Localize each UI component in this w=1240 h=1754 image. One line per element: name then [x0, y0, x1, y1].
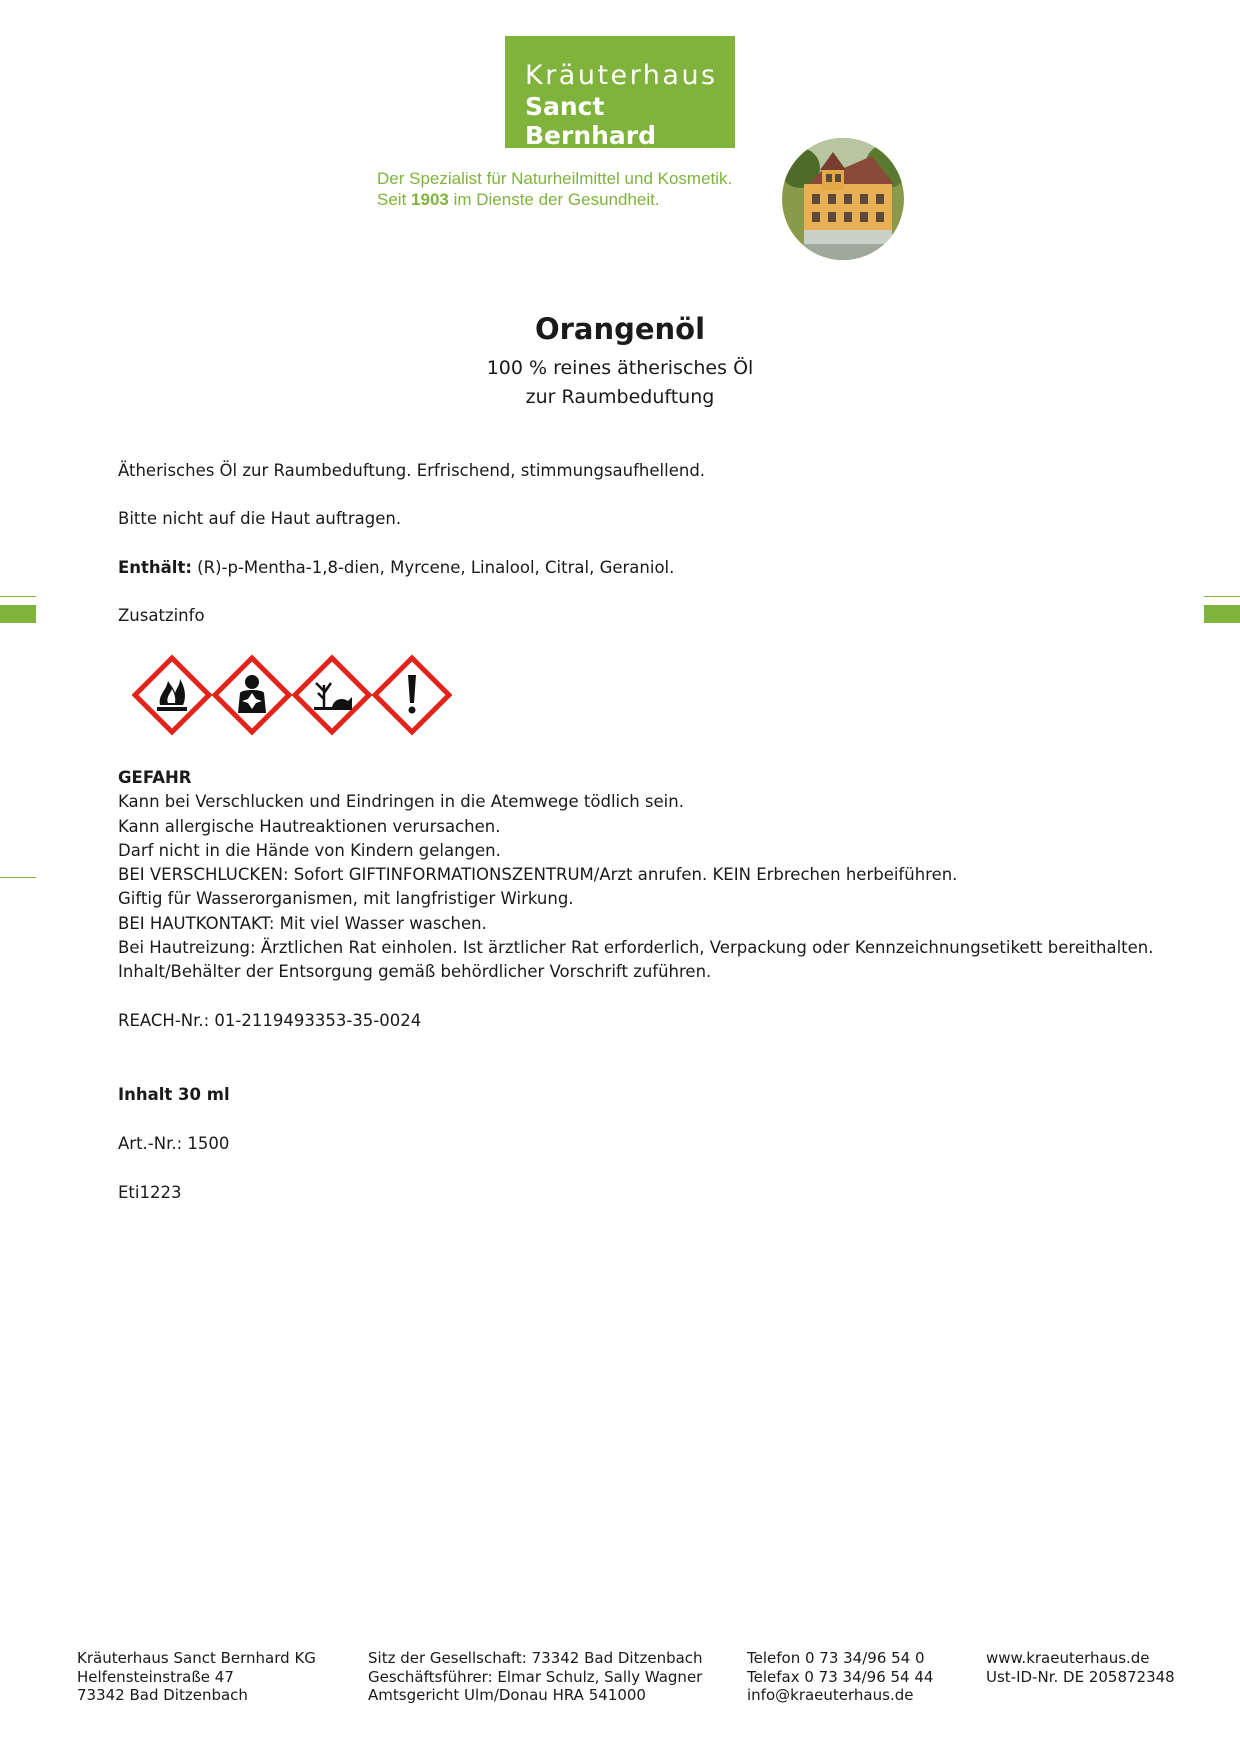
exclamation-icon	[375, 658, 449, 732]
fold-mark-left	[0, 605, 36, 623]
footer-legal	[368, 1649, 703, 1705]
building-photo	[782, 138, 904, 260]
subtitle-line-1: 100 % reines ätherisches Öl	[486, 357, 754, 379]
footer-fax: Telefax 0 73 34/96 54 44	[747, 1667, 934, 1686]
ghs-pictograms	[132, 654, 452, 736]
hazard-line: Giftig für Wasserorganismen, mit langfristiger Wirkung.	[118, 889, 574, 909]
health-hazard-icon	[215, 658, 289, 732]
description: Ätherisches Öl zur Raumbeduftung. Erfrischend, stimmungsaufhellend.	[118, 461, 706, 480]
company-logo	[505, 36, 735, 148]
product-title: Orangenöl	[534, 312, 706, 346]
footer-city: 73342 Bad Ditzenbach	[77, 1686, 248, 1704]
hazard-line: BEI VERSCHLUCKEN: Sofort GIFTINFORMATIONSZENTRUM/Arzt anrufen. KEIN Erbrechen herbeiführen.	[118, 865, 958, 885]
fold-mark-line-left-2	[0, 877, 36, 878]
footer-email[interactable]: info@kraeuterhaus.de	[747, 1686, 914, 1704]
footer-seat: Sitz der Gesellschaft: 73342 Bad Ditzenbach	[368, 1649, 703, 1667]
hazard-statements	[118, 766, 1154, 985]
footer-street: Helfensteinstraße 47	[77, 1667, 234, 1686]
footer-vat-id: Ust-ID-Nr. DE 205872348	[986, 1667, 1175, 1686]
ingredients	[118, 558, 674, 577]
flame-icon	[135, 658, 209, 732]
hazard-line: Kann allergische Hautreaktionen verursachen.	[118, 816, 501, 836]
footer-managers: Geschäftsführer: Elmar Schulz, Sally Wagner	[368, 1667, 703, 1686]
hazard-heading: GEFAHR	[118, 768, 192, 787]
tagline-post: im Dienste der Gesundheit.	[448, 190, 660, 209]
product-subtitle	[0, 354, 1240, 412]
footer-contact	[747, 1649, 933, 1705]
hazard-line: Inhalt/Behälter der Entsorgung gemäß behördlicher Vorschrift zuführen.	[118, 962, 712, 982]
ingredients-text: (R)-p-Mentha-1,8-dien, Myrcene, Linalool, Citral, Geraniol.	[191, 558, 675, 577]
extra-info: Zusatzinfo	[118, 606, 205, 625]
hazard-line: Bei Hautreizung: Ärztlichen Rat einholen. Ist ärztlicher Rat erforderlich, Verpackung oder Kennzeichnungsetikett bereithalten.	[118, 938, 1154, 958]
footer-website[interactable]: www.kraeuterhaus.de	[986, 1649, 1150, 1667]
logo-line-1: Kräuterhaus	[525, 60, 718, 91]
logo-line-2: Sanct Bernhard	[525, 92, 657, 150]
label-code: Eti1223	[118, 1183, 182, 1202]
footer-company	[77, 1649, 316, 1705]
tagline-pre: Seit	[377, 190, 412, 209]
fold-mark-line-left	[0, 596, 36, 597]
reach-number: REACH-Nr.: 01-2119493353-35-0024	[118, 1011, 422, 1030]
usage-warning: Bitte nicht auf die Haut auftragen.	[118, 509, 402, 528]
fold-mark-line-right	[1204, 596, 1240, 597]
footer-web	[986, 1649, 1175, 1686]
hazard-line: Darf nicht in die Hände von Kindern gelangen.	[118, 840, 501, 860]
environment-icon	[295, 658, 369, 732]
tagline-year: 1903	[411, 190, 449, 209]
footer-phone: Telefon 0 73 34/96 54 0	[747, 1649, 925, 1667]
fold-mark-right	[1204, 605, 1240, 623]
hazard-line: Kann bei Verschlucken und Eindringen in die Atemwege tödlich sein.	[118, 792, 684, 812]
company-tagline	[377, 168, 732, 210]
article-number: Art.-Nr.: 1500	[118, 1134, 230, 1153]
tagline-line-2	[377, 189, 732, 210]
tagline-line-1: Der Spezialist für Naturheilmittel und Kosmetik.	[377, 169, 733, 188]
content-volume: Inhalt 30 ml	[118, 1085, 230, 1104]
ingredients-label: Enthält:	[118, 558, 192, 577]
subtitle-line-2: zur Raumbeduftung	[525, 386, 715, 408]
footer-company-name: Kräuterhaus Sanct Bernhard KG	[77, 1649, 316, 1667]
footer-register: Amtsgericht Ulm/Donau HRA 541000	[368, 1686, 646, 1704]
hazard-line: BEI HAUTKONTAKT: Mit viel Wasser waschen.	[118, 913, 487, 933]
